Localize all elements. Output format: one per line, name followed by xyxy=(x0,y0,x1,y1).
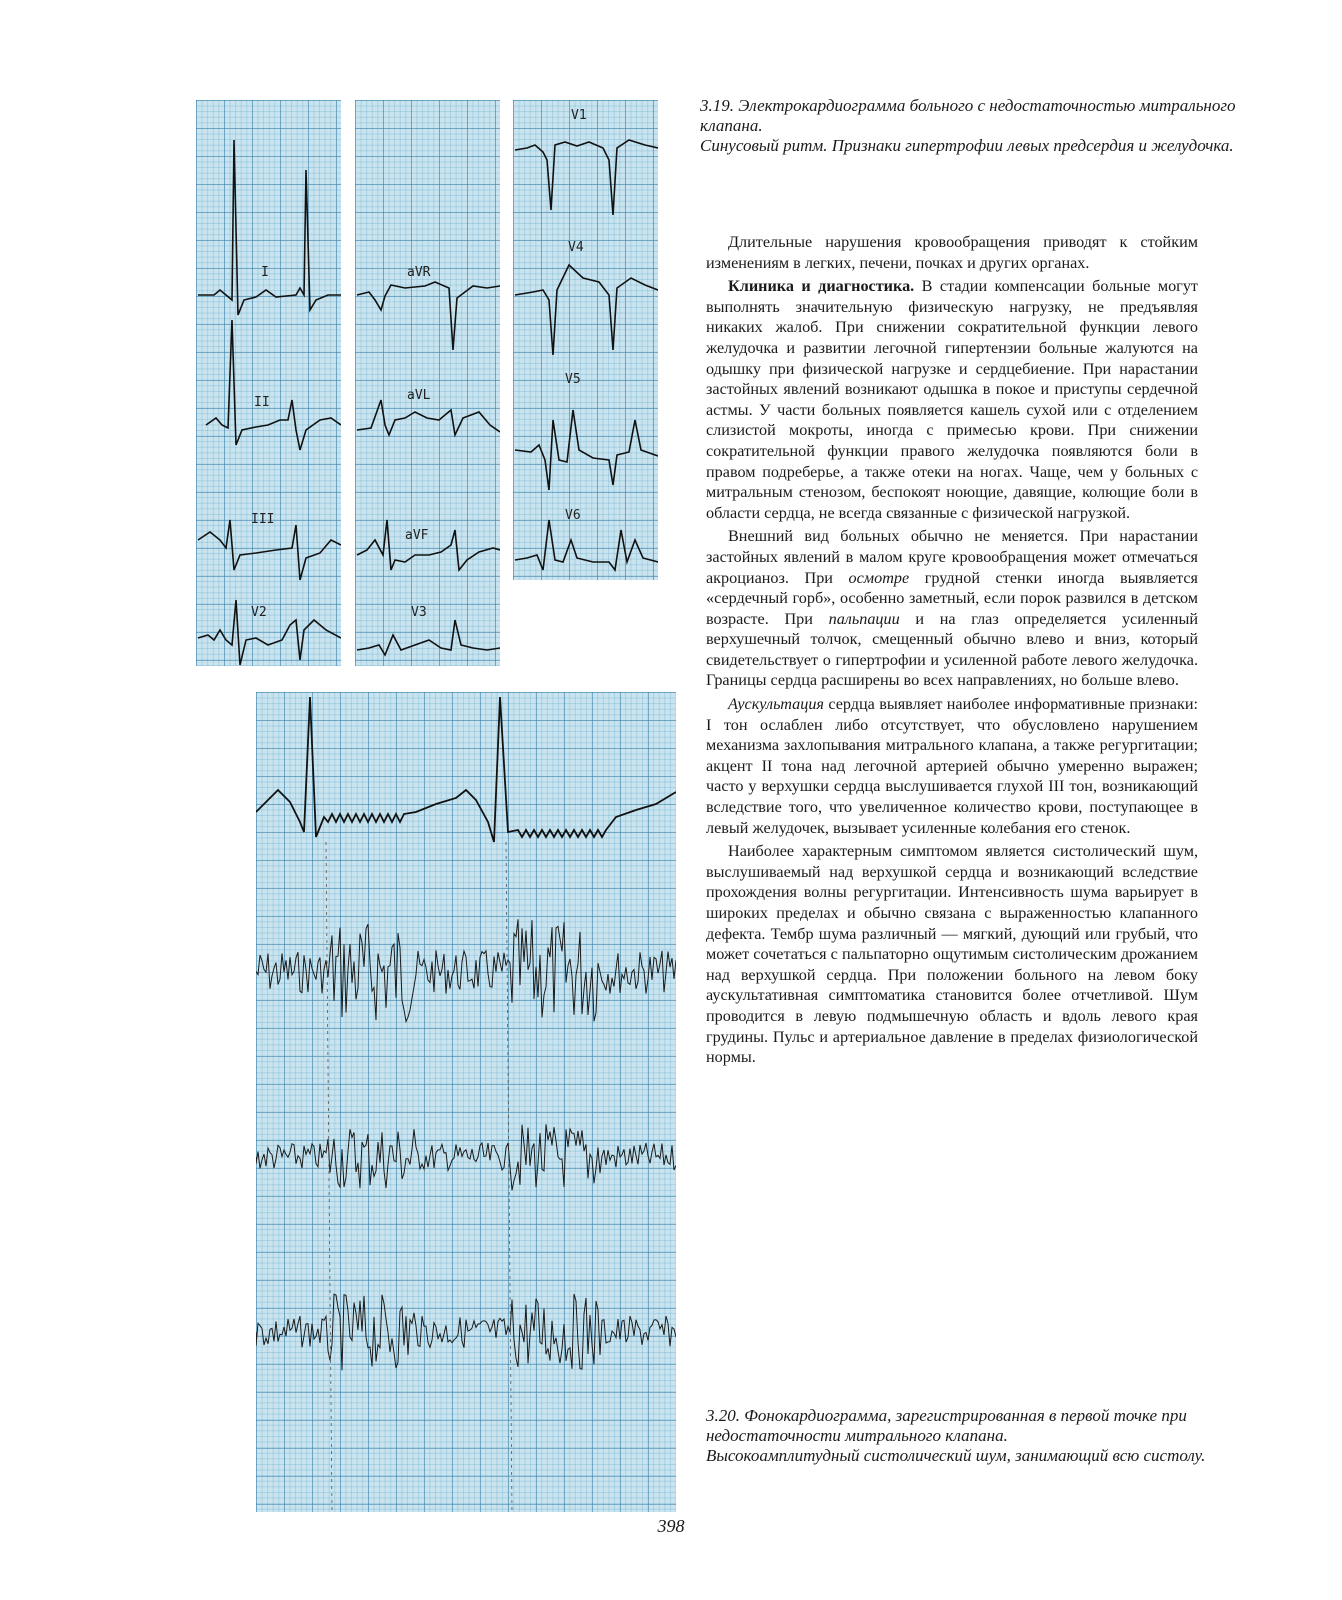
paragraph-appearance xyxy=(706,526,1198,691)
body-text-column xyxy=(706,232,1198,1071)
page-number: 398 xyxy=(657,1516,685,1536)
ecg-traces-3 xyxy=(513,100,658,580)
pcg-noise-band xyxy=(256,919,676,1021)
lead-label-v4: V4 xyxy=(568,240,584,255)
ecg-traces-1 xyxy=(196,100,341,666)
ecg-panel-3 xyxy=(513,100,658,580)
lead-label-avr: aVR xyxy=(407,265,431,280)
lead-label-v2: V2 xyxy=(251,605,267,620)
lead-label-ii: II xyxy=(254,395,270,410)
paragraph-clinic-text: В стадии компенсации больные могут выполнять значительную физическую нагрузку, не предъявляя никаких жалоб. При снижении сократительной функции левого желудочка и развитии легочной гипертензии больные жалуются на одышку при физической нагрузке и сердцебиение. При нарастании застойных явлений возникают одышка в покое и приступы сердечной астмы. У части больных появляется кашель сухой или с отделением слизистой мокроты, иногда с примесью крови. При снижении сократительной функции правого желудочка появляются боли в правом подреберье, а также отеки на ногах. Чаще, чем у больных с митральным стенозом, беспокоят ноющие, давящие, колющие боли в области сердца, не всегда связанные с физической нагрузкой. xyxy=(706,277,1198,522)
ecg-panel-2 xyxy=(355,100,500,666)
paragraph-auscultation xyxy=(706,694,1198,838)
ecg-caption-line2: Синусовый ритм. Признаки гипертрофии левых предсердия и желудочка. xyxy=(700,136,1234,155)
pcg-figure-caption xyxy=(706,1406,1254,1466)
paragraph-appearance-c: и на глаз определяется усиленный верхушечный толчок, смещенный обычно влево и вниз, который свидетельствует о гипертрофии и усиленной работе левого желудочка. Границы сердца расширены во всех направлениях, но больше влево. xyxy=(706,609,1199,690)
term-auscultation: Аускультация xyxy=(728,695,824,714)
ecg-figure-caption xyxy=(700,96,1260,156)
pcg-noise-band xyxy=(256,1124,676,1190)
section-heading-clinic: Клиника и диагностика. xyxy=(728,277,915,296)
term-palpation: пальпации xyxy=(828,609,900,628)
ecg-traces-2 xyxy=(355,100,500,666)
paragraph-consequences: Длительные нарушения кровообращения приводят к стойким изменениям в легких, печени, почках и других органах. xyxy=(706,233,1198,272)
lead-label-i: I xyxy=(261,265,269,280)
pcg-traces xyxy=(256,692,676,1512)
term-inspection: осмотре xyxy=(848,568,910,587)
lead-label-avf: aVF xyxy=(405,528,429,543)
paragraph-auscultation-text: сердца выявляет наиболее информативные признаки: I тон ослаблен либо отсутствует, что обусловлено нарушением механизма захлопывания митрального клапана, а также регургитации; акцент II тона над легочной артерией обычно умеренно выражен; часто у верхушки сердца выслушивается глухой III тон, возникающий вследствие того, что увеличенное количество крови, поступающее в левый желудочек, вызывает усиленные колебания его стенок. xyxy=(706,695,1199,837)
pcg-caption-line1: 3.20. Фонокардиограмма, зарегистрированная в первой точке при недостаточности митрального клапана. xyxy=(706,1406,1187,1445)
paragraph-appearance-b: грудной стенки иногда выявляется «сердечный горб», особенно заметный, если порок развился в детском возрасте. При xyxy=(706,568,1198,628)
lead-label-v5: V5 xyxy=(565,372,581,387)
paragraph-appearance-a: Внешний вид больных обычно не меняется. При нарастании застойных явлений в малом круге кровообращения может отмечаться акроцианоз. При xyxy=(706,527,1198,587)
lead-label-v6: V6 xyxy=(565,508,581,523)
paragraph-clinic xyxy=(706,276,1198,523)
lead-label-iii: III xyxy=(251,512,275,527)
ecg-panel-1 xyxy=(196,100,341,666)
pcg-noise-band xyxy=(256,1294,676,1370)
pcg-caption-line2: Высокоамплитудный систолический шум, занимающий всю систолу. xyxy=(706,1446,1206,1465)
lead-label-avl: aVL xyxy=(407,388,431,403)
pcg-panel xyxy=(256,692,676,1512)
lead-label-v1: V1 xyxy=(571,108,587,123)
ecg-caption-line1: 3.19. Электрокардиограмма больного с недостаточностью митрального клапана. xyxy=(700,96,1236,135)
lead-label-v3: V3 xyxy=(411,605,427,620)
paragraph-murmur: Наиболее характерным симптомом является систолический шум, выслушиваемый над верхушкой сердца и возникающий вследствие прохождения волны регургитации. Интенсивность шума варьирует в широких пределах и обычно связана с выраженностью клапанного дефекта. Тембр шума различный — мягкий, дующий или грубый, что может сочетаться с пальпаторно ощутимым систолическим дрожанием над верхушкой сердца. При положении больного на левом боку аускультативная симптоматика становится более отчетливой. Шум проводится в левую подмышечную область и вдоль левого края грудины. Пульс и артериальное давление в пределах физиологической нормы. xyxy=(706,842,1198,1067)
